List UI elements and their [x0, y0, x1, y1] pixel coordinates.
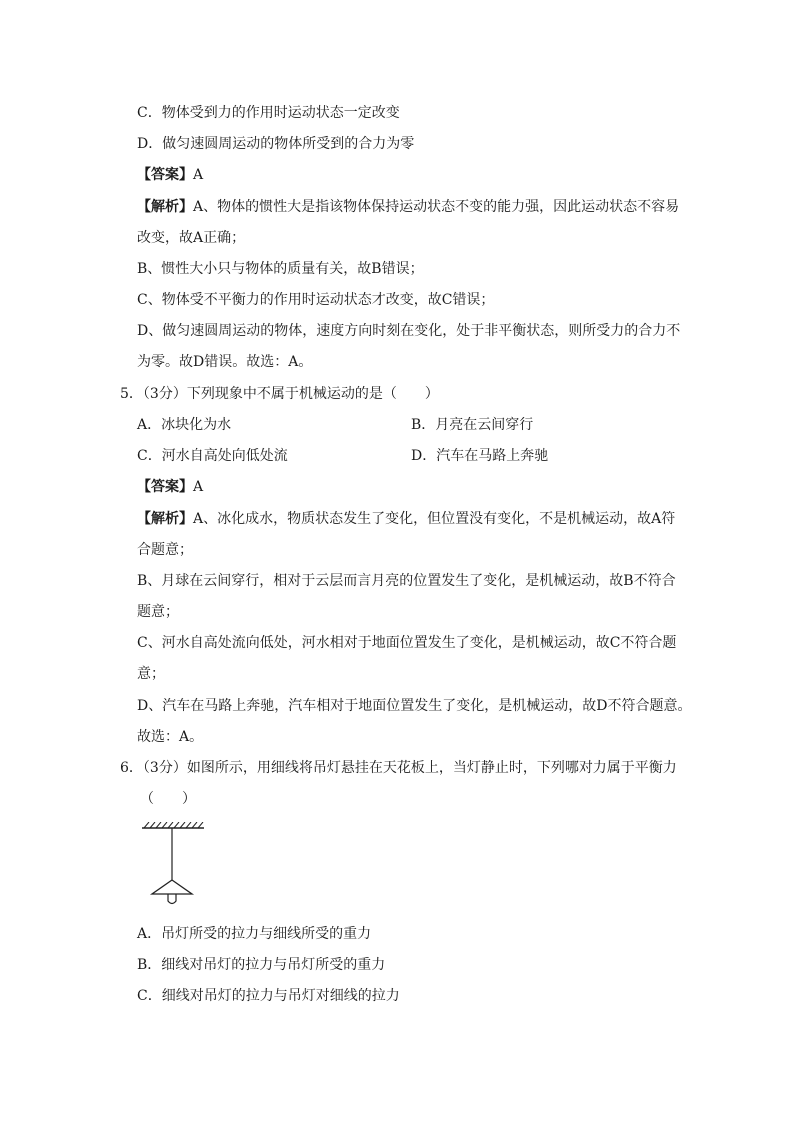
explanation-line: B、月球在云间穿行，相对于云层而言月亮的位置发生了变化，是机械运动，故B不符合: [137, 573, 676, 589]
explanation-line: D、做匀速圆周运动的物体，速度方向时刻在变化，处于非平衡状态，则所受力的合力不: [137, 323, 681, 339]
explanation-line: 意；: [137, 666, 165, 682]
q6-option-c: C．细线对吊灯的拉力与吊灯对细线的拉力: [137, 988, 400, 1004]
q6-option-b: B．细线对吊灯的拉力与吊灯所受的重力: [137, 957, 386, 973]
q4-option-c: C．物体受到力的作用时运动状态一定改变: [137, 105, 400, 121]
q5-option-d: D．汽车在马路上奔驰: [411, 448, 549, 464]
answer-value: A: [193, 479, 204, 495]
explanation-line: 故选：A。: [137, 729, 204, 745]
question-6-paren: （ ）: [140, 791, 196, 807]
explanation-label: 【解析】: [137, 199, 193, 215]
q5-option-c: C．河水自高处向低处流: [137, 448, 288, 464]
explanation-line: D、汽车在马路上奔驰，汽车相对于地面位置发生了变化，是机械运动，故D不符合题意。: [137, 698, 692, 714]
question-6: 6．（3分）如图所示，用细线将吊灯悬挂在天花板上，当灯静止时，下列哪对力属于平衡力: [120, 760, 677, 776]
question-5: 5．（3分）下列现象中不属于机械运动的是（ ）: [120, 386, 439, 402]
explanation-line: C、物体受不平衡力的作用时运动状态才改变，故C错误；: [137, 292, 495, 308]
q6-option-a: A．吊灯所受的拉力与细线所受的重力: [137, 926, 372, 942]
hanging-lamp-figure: [140, 822, 210, 912]
answer-label: 【答案】: [137, 167, 193, 183]
q5-explanation: [137, 509, 675, 529]
q5-option-a: A．冰块化为水: [137, 417, 232, 433]
explanation-line: 合题意；: [137, 542, 193, 558]
q5-answer: [137, 477, 203, 497]
q5-option-b: B．月亮在云间穿行: [411, 417, 534, 433]
q4-answer: [137, 165, 203, 185]
explanation-label: 【解析】: [137, 511, 193, 527]
answer-label: 【答案】: [137, 479, 193, 495]
bulb-icon: [168, 894, 176, 904]
explanation-text: A、冰化成水，物质状态发生了变化，但位置没有变化，不是机械运动，故A符: [193, 511, 676, 527]
explanation-line: B、惯性大小只与物体的质量有关，故B错误；: [137, 261, 424, 277]
q4-option-d: D．做匀速圆周运动的物体所受到的合力为零: [137, 136, 415, 152]
explanation-line: 改变，故A正确；: [137, 230, 246, 246]
explanation-line: C、河水自高处流向低处，河水相对于地面位置发生了变化，是机械运动，故C不符合题: [137, 635, 677, 651]
q4-explanation: [137, 197, 679, 217]
explanation-line: 题意；: [137, 604, 179, 620]
lamp-shade: [152, 880, 192, 894]
ceiling-hatch: [144, 822, 203, 828]
explanation-line: 为零。故D错误。故选：A。: [137, 354, 313, 370]
explanation-text: A、物体的惯性大是指该物体保持运动状态不变的能力强，因此运动状态不容易: [193, 199, 680, 215]
answer-value: A: [193, 167, 204, 183]
